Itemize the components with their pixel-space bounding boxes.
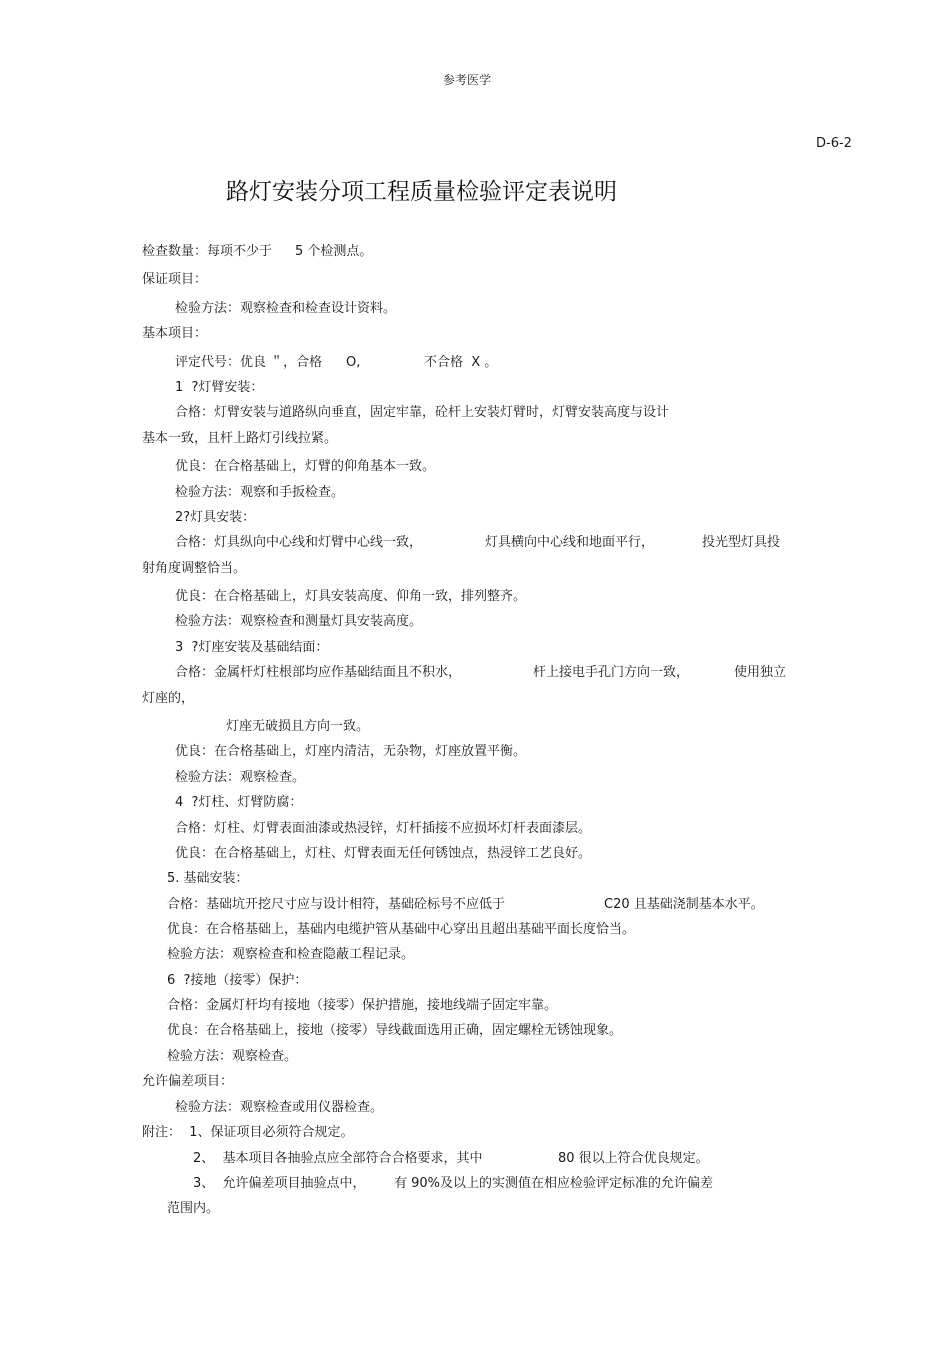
subheading-lamp-arm: 1 ?灯臂安装： bbox=[175, 380, 264, 395]
notes-line-1: 附注： 1、保证项目必须符合规定。 bbox=[142, 1125, 354, 1140]
text-line: 优良：在合格基础上，灯具安装高度、仰角一致，排列整齐。 bbox=[175, 589, 527, 604]
inspection-quantity-value: 5 个检测点。 bbox=[295, 244, 373, 259]
inspection-quantity-label: 检查数量：每项不少于 bbox=[142, 244, 273, 259]
text-line: 优良：在合格基础上，基础内电缆护管从基础中心穿出且超出基础平面长度恰当。 bbox=[167, 922, 636, 937]
notes-line-3a: 3、 允许偏差项目抽验点中， bbox=[193, 1176, 366, 1191]
text-line: 合格：灯具纵向中心线和灯臂中心线一致， bbox=[175, 535, 423, 550]
text-line: 使用独立 bbox=[734, 665, 787, 680]
text-line: 检验方法：观察检查和测量灯具安装高度。 bbox=[175, 614, 423, 629]
document-title: 路灯安装分项工程质量检验评定表说明 bbox=[226, 179, 617, 205]
text-line: 基本一致，且杆上路灯引线拉紧。 bbox=[142, 431, 338, 446]
text-line: 检验方法：观察检查或用仪器检查。 bbox=[175, 1100, 384, 1115]
text-line: 合格：金属杆灯柱根部均应作基础结面且不积水， bbox=[175, 665, 462, 680]
notes-line-4: 范围内。 bbox=[167, 1201, 220, 1216]
text-line: 灯座无破损且方向一致。 bbox=[226, 719, 370, 734]
subheading-anticorrosion: 4 ?灯柱、灯臂防腐： bbox=[175, 795, 303, 810]
text-line: 检验方法：观察检查和检查隐蔽工程记录。 bbox=[167, 947, 415, 962]
notes-line-2a: 2、 基本项目各抽验点应全部符合合格要求，其中 bbox=[193, 1151, 483, 1166]
text-line: 灯具横向中心线和地面平行， bbox=[485, 535, 655, 550]
text-line: 射角度调整恰当。 bbox=[142, 561, 247, 576]
subheading-lamp-base: 3 ?灯座安装及基础结面： bbox=[175, 640, 329, 655]
text-line: 合格：基础坑开挖尺寸应与设计相符，基础砼标号不应低于 bbox=[167, 897, 506, 912]
page-header: 参考医学 bbox=[443, 73, 492, 87]
text-line: 投光型灯具投 bbox=[702, 535, 781, 550]
text-line: C20 且基础浇制基本水平。 bbox=[604, 897, 764, 912]
text-line: 检验方法：观察检查。 bbox=[175, 770, 306, 785]
subheading-foundation: 5. 基础安装： bbox=[167, 871, 249, 886]
rating-codes-label: 评定代号：优良 ＂，合格 bbox=[175, 355, 323, 370]
text-line: 优良：在合格基础上，灯座内清洁，无杂物，灯座放置平衡。 bbox=[175, 744, 527, 759]
notes-line-3b: 有 90%及以上的实测值在相应检验评定标准的允许偏差 bbox=[394, 1176, 714, 1191]
notes-line-2b: 80 很以上符合优良规定。 bbox=[558, 1151, 709, 1166]
subheading-luminaire: 2?灯具安装： bbox=[175, 510, 256, 525]
text-line: 合格：灯臂安装与道路纵向垂直，固定牢靠，砼杆上安装灯臂时，灯臂安装高度与设计 bbox=[175, 405, 670, 420]
text-line: 合格：灯柱、灯臂表面油漆或热浸锌，灯杆插接不应损坏灯杆表面漆层。 bbox=[175, 821, 592, 836]
section-heading-basic-items: 基本项目： bbox=[142, 326, 208, 341]
subheading-grounding: 6 ?接地（接零）保护： bbox=[167, 973, 308, 988]
text-line: 优良：在合格基础上，灯臂的仰角基本一致。 bbox=[175, 459, 436, 474]
text-line: 杆上接电手孔门方向一致， bbox=[533, 665, 690, 680]
section-heading-guarantee-items: 保证项目： bbox=[142, 272, 208, 287]
text-line: 合格：金属灯杆均有接地（接零）保护措施，接地线端子固定牢靠。 bbox=[167, 998, 558, 1013]
text-line: 检验方法：观察检查和检查设计资料。 bbox=[175, 301, 397, 316]
rating-code-pass: O, bbox=[346, 355, 361, 370]
text-line: 检验方法：观察和手扳检查。 bbox=[175, 485, 345, 500]
section-heading-allowable-deviation: 允许偏差项目： bbox=[142, 1074, 234, 1089]
text-line: 优良：在合格基础上，接地（接零）导线截面选用正确，固定螺栓无锈蚀现象。 bbox=[167, 1023, 623, 1038]
text-line: 优良：在合格基础上，灯柱、灯臂表面无任何锈蚀点，热浸锌工艺良好。 bbox=[175, 846, 592, 861]
document-code: D-6-2 bbox=[816, 136, 852, 151]
text-line: 灯座的， bbox=[142, 691, 195, 706]
rating-code-fail: 不合格 X 。 bbox=[424, 355, 498, 370]
text-line: 检验方法：观察检查。 bbox=[167, 1049, 298, 1064]
